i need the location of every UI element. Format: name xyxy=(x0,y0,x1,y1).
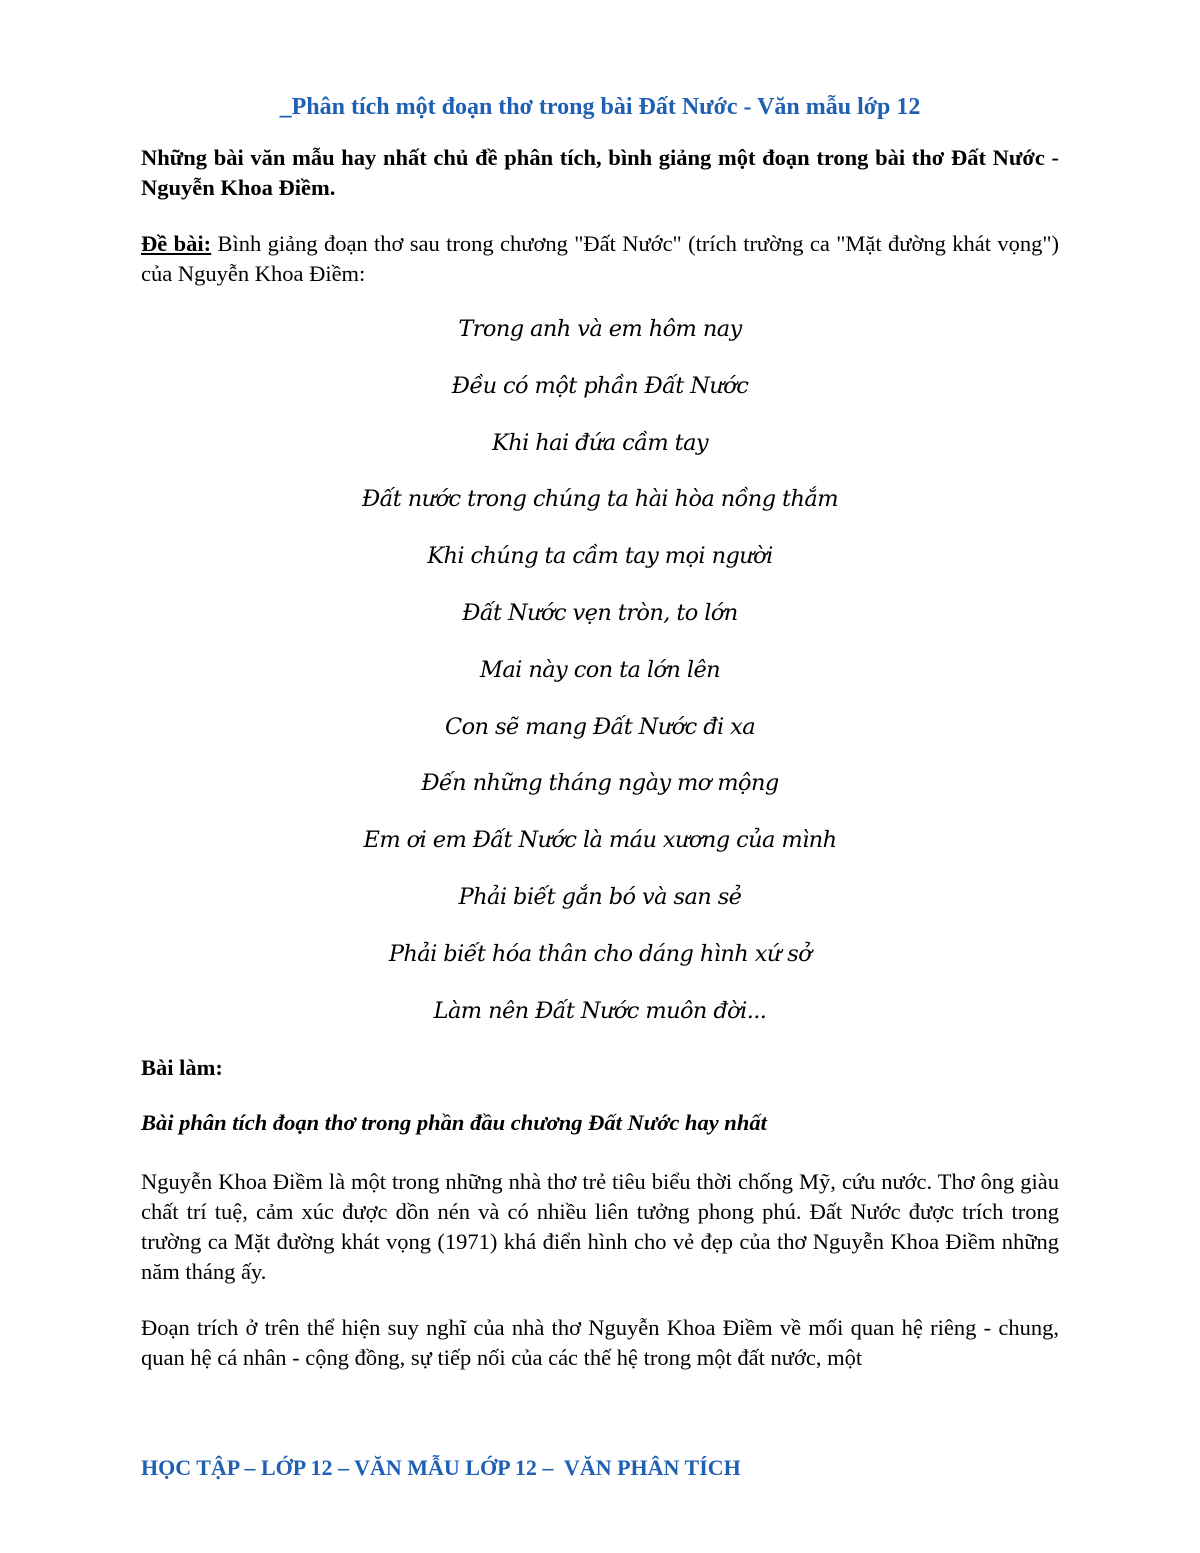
poem-excerpt xyxy=(141,313,1059,1051)
document-title: _Phân tích một đoạn thơ trong bài Đất Nước - Văn mẫu lớp 12 xyxy=(279,94,921,120)
body-paragraph: Đoạn trích ở trên thể hiện suy nghĩ của nhà thơ Nguyễn Khoa Điềm về mối quan hệ riêng - chung, quan hệ cá nhân - cộng đồng, sự tiếp nối của các thế hệ trong một đất nước, một xyxy=(141,1315,1059,1370)
poem-line: Phải biết gắn bó và san sẻ xyxy=(458,883,742,910)
page-footer: HỌC TẬP – LỚP 12 – VĂN MẪU LỚP 12 – VĂN PHÂN TÍCH xyxy=(141,1455,741,1480)
poem-line: Khi hai đứa cầm tay xyxy=(491,429,708,456)
poem-line: Con sẽ mang Đất Nước đi xa xyxy=(444,713,756,740)
poem-line: Đất Nước vẹn tròn, to lớn xyxy=(462,599,738,626)
prompt-paragraph xyxy=(141,229,1059,289)
poem-line: Mai này con ta lớn lên xyxy=(479,656,721,683)
poem-line: Phải biết hóa thân cho dáng hình xứ sở xyxy=(388,940,812,967)
poem-line: Em ơi em Đất Nước là máu xương của mình xyxy=(363,827,837,854)
poem-line: Đều có một phần Đất Nước xyxy=(451,372,749,399)
prompt-label: Đề bài: xyxy=(141,231,212,256)
poem-line: Trong anh và em hôm nay xyxy=(458,316,742,342)
body-paragraph: Nguyễn Khoa Điềm là một trong những nhà thơ trẻ tiêu biểu thời chống Mỹ, cứu nước. Thơ ông giàu chất trí tuệ, cảm xúc được dồn nén và có nhiều liên tưởng phong phú. Đất Nước được trích trong trường ca Mặt đường khát vọng (1971) khá điển hình cho vẻ đẹp của thơ Nguyễn Khoa Điềm những năm tháng ấy. xyxy=(141,1169,1059,1284)
answer-label: Bài làm: xyxy=(141,1055,223,1080)
poem-line: Làm nên Đất Nước muôn đời... xyxy=(433,997,767,1024)
section-heading: Bài phân tích đoạn thơ trong phần đầu chương Đất Nước hay nhất xyxy=(141,1110,767,1135)
poem-line: Khi chúng ta cầm tay mọi người xyxy=(427,543,773,570)
intro-text: Những bài văn mẫu hay nhất chủ đề phân tích, bình giảng một đoạn trong bài thơ Đất Nước - Nguyễn Khoa Điềm. xyxy=(141,145,1059,200)
poem-line: Đất nước trong chúng ta hài hòa nồng thắm xyxy=(362,486,838,513)
prompt-text: Bình giảng đoạn thơ sau trong chương "Đất Nước" (trích trường ca "Mặt đường khát vọng") của Nguyễn Khoa Điềm: xyxy=(141,231,1059,286)
poem-line: Đến những tháng ngày mơ mộng xyxy=(421,770,779,797)
